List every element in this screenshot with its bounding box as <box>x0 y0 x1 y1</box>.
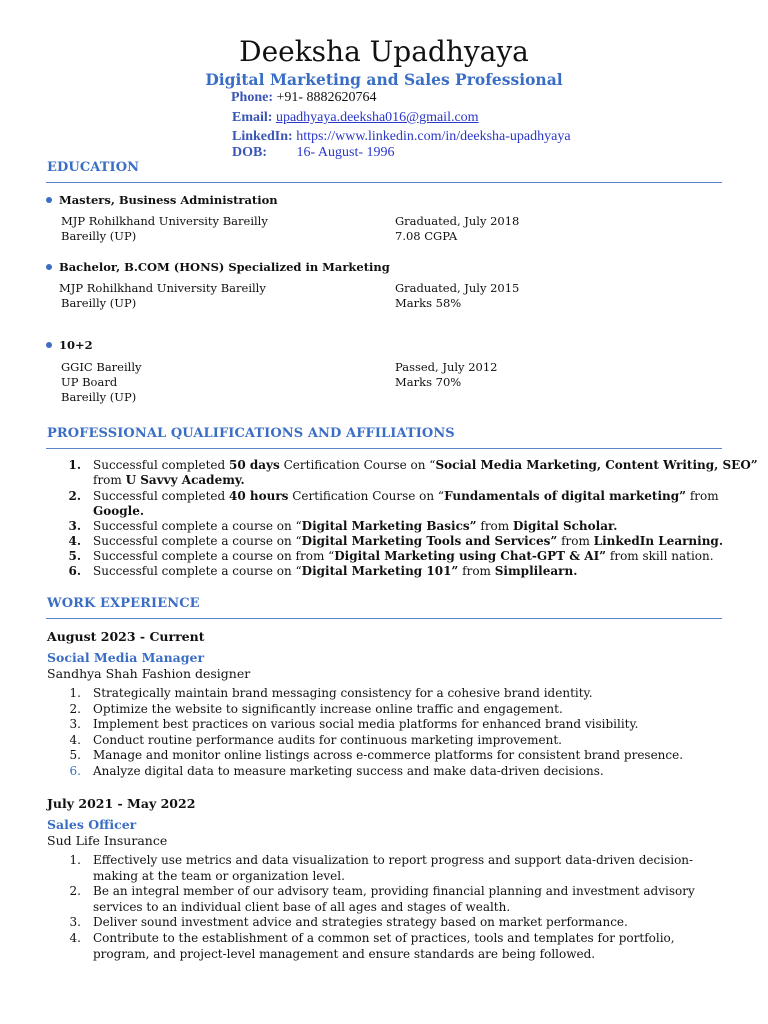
duty-text: Be an integral member of our advisory team, providing financial planning and investment advisory <box>93 884 695 898</box>
text-run: Successful complete a course on “ <box>93 564 302 578</box>
text-run: from <box>476 519 513 533</box>
dob-line <box>232 144 395 162</box>
job-company: Sandhya Shah Fashion designer <box>47 666 251 681</box>
duty-text: Implement best practices on various social media platforms for enhanced brand visibility. <box>93 717 639 731</box>
list-number: 1. <box>68 458 81 472</box>
emphasis-text: 40 hours <box>229 489 289 503</box>
list-number: 6. <box>69 763 81 778</box>
emphasis-text: Fundamentals of digital marketing” <box>444 489 687 503</box>
text-run: Certification Course on “ <box>288 489 445 503</box>
duty-text: Effectively use metrics and data visualization to report progress and support data-driven decision- <box>93 853 694 867</box>
bullet-icon <box>46 197 52 203</box>
bullet-icon <box>46 342 52 348</box>
location: Bareilly (UP) <box>61 390 137 404</box>
degree-title: Masters, Business Administration <box>59 193 278 207</box>
list-number: 5. <box>69 748 81 762</box>
duty-text: Analyze digital data to measure marketing success and make data-driven decisions. <box>93 763 604 778</box>
qualification-line <box>93 564 577 580</box>
emphasis-text: Digital Marketing using Chat-GPT & AI” <box>334 549 607 563</box>
experience-heading: WORK EXPERIENCE <box>47 596 200 611</box>
text-run: Successful complete a course on “ <box>93 519 302 533</box>
job-dates: July 2021 - May 2022 <box>47 796 196 811</box>
qualification-line <box>93 549 714 565</box>
grade: 7.08 CGPA <box>395 229 458 243</box>
degree-title: 10+2 <box>59 338 93 352</box>
list-number: 3. <box>68 519 81 533</box>
text-run: from <box>686 489 719 503</box>
text-run: Certification Course on “ <box>279 458 436 472</box>
list-number: 4. <box>69 931 81 945</box>
emphasis-text: Digital Marketing Basics” <box>301 519 477 533</box>
location: Bareilly (UP) <box>61 229 137 243</box>
list-number: 3. <box>69 915 81 929</box>
email-link[interactable]: upadhyaya.deeksha016@gmail.com <box>275 110 479 125</box>
qualifications-divider <box>46 448 722 449</box>
graduation-date: Graduated, July 2015 <box>395 281 520 295</box>
list-number: 6. <box>68 564 81 578</box>
job-role: Social Media Manager <box>47 650 205 665</box>
institution: MJP Rohilkhand University Bareilly <box>59 281 266 295</box>
qualification-line <box>93 534 723 550</box>
text-run: from <box>93 473 126 487</box>
graduation-date: Graduated, July 2018 <box>395 214 520 228</box>
list-number: 5. <box>68 549 81 563</box>
email-line <box>232 109 479 127</box>
duty-text: Manage and monitor online listings across e-commerce platforms for consistent brand presence. <box>93 748 684 762</box>
text-run: Successful completed <box>93 489 229 503</box>
phone-value: +91- 8882620764 <box>276 90 377 105</box>
duty-text: Conduct routine performance audits for continuous marketing improvement. <box>93 732 562 747</box>
text-run: from <box>458 564 495 578</box>
experience-divider <box>46 618 722 619</box>
job-dates: August 2023 - Current <box>47 629 205 644</box>
emphasis-text: Social Media Marketing, Content Writing, SEO” <box>435 458 758 472</box>
list-number: 4. <box>69 732 81 747</box>
board: UP Board <box>61 375 118 389</box>
duty-text: services to an individual client base of all ages and stages of wealth. <box>93 899 511 914</box>
emphasis-text: 50 days <box>229 458 280 472</box>
emphasis-text: Digital Scholar. <box>512 519 618 533</box>
list-number: 1. <box>69 853 81 867</box>
list-number: 2. <box>69 701 81 716</box>
qualification-line <box>93 458 758 474</box>
candidate-name: Deeksha Upadhyaya <box>239 35 529 68</box>
duty-text: Contribute to the establishment of a common set of practices, tools and templates for portfolio, <box>93 931 675 945</box>
duty-text: program, and project-level management and ensure standards are being followed. <box>93 946 596 961</box>
duty-text: Deliver sound investment advice and strategies strategy based on market performance. <box>93 915 628 929</box>
professional-title: Digital Marketing and Sales Professional <box>205 70 563 89</box>
education-divider <box>46 182 722 183</box>
text-run: Successful complete a course on “ <box>93 534 302 548</box>
emphasis-text: Digital Marketing 101” <box>301 564 459 578</box>
phone-line <box>231 89 377 107</box>
grade: Marks 70% <box>395 375 462 389</box>
linkedin-label: LinkedIn: <box>232 129 293 144</box>
text-run: from skill nation. <box>606 549 714 563</box>
emphasis-text: LinkedIn Learning. <box>593 534 723 548</box>
institution: MJP Rohilkhand University Bareilly <box>61 214 268 228</box>
degree-title: Bachelor, B.COM (HONS) Specialized in Marketing <box>59 260 390 274</box>
location: Bareilly (UP) <box>61 296 137 310</box>
emphasis-text: Simplilearn. <box>494 564 578 578</box>
bullet-icon <box>46 264 52 270</box>
duty-text: Strategically maintain brand messaging consistency for a cohesive brand identity. <box>93 686 593 700</box>
list-number: 1. <box>69 686 81 700</box>
grade: Marks 58% <box>395 296 462 310</box>
list-number: 2. <box>69 884 81 898</box>
text-run: Successful complete a course on from “ <box>93 549 335 563</box>
education-heading: EDUCATION <box>47 160 140 175</box>
email-label: Email: <box>232 110 273 125</box>
duty-text: Optimize the website to significantly increase online traffic and engagement. <box>93 701 563 716</box>
emphasis-text: Digital Marketing Tools and Services” <box>301 534 558 548</box>
list-number: 2. <box>68 489 81 503</box>
job-company: Sud Life Insurance <box>47 833 168 848</box>
qualification-line <box>93 519 617 535</box>
qualification-line <box>93 473 245 489</box>
job-role: Sales Officer <box>47 817 137 832</box>
qualifications-heading: PROFESSIONAL QUALIFICATIONS AND AFFILIATIONS <box>47 426 455 441</box>
list-number: 3. <box>69 717 81 731</box>
qualification-line <box>93 489 719 505</box>
dob-label: DOB: <box>232 145 267 160</box>
graduation-date: Passed, July 2012 <box>395 360 498 374</box>
emphasis-text: Google. <box>93 504 145 518</box>
duty-text: making at the team or organization level. <box>93 868 345 883</box>
text-run: from <box>557 534 594 548</box>
list-number: 4. <box>68 534 81 548</box>
qualification-line <box>93 504 144 520</box>
dob-value: 16- August- 1996 <box>296 145 395 160</box>
linkedin-link[interactable]: https://www.linkedin.com/in/deeksha-upadhyaya <box>296 129 571 144</box>
institution: GGIC Bareilly <box>61 360 142 374</box>
phone-label: Phone: <box>231 90 273 105</box>
text-run: Successful completed <box>93 458 229 472</box>
emphasis-text: U Savvy Academy. <box>125 473 245 487</box>
